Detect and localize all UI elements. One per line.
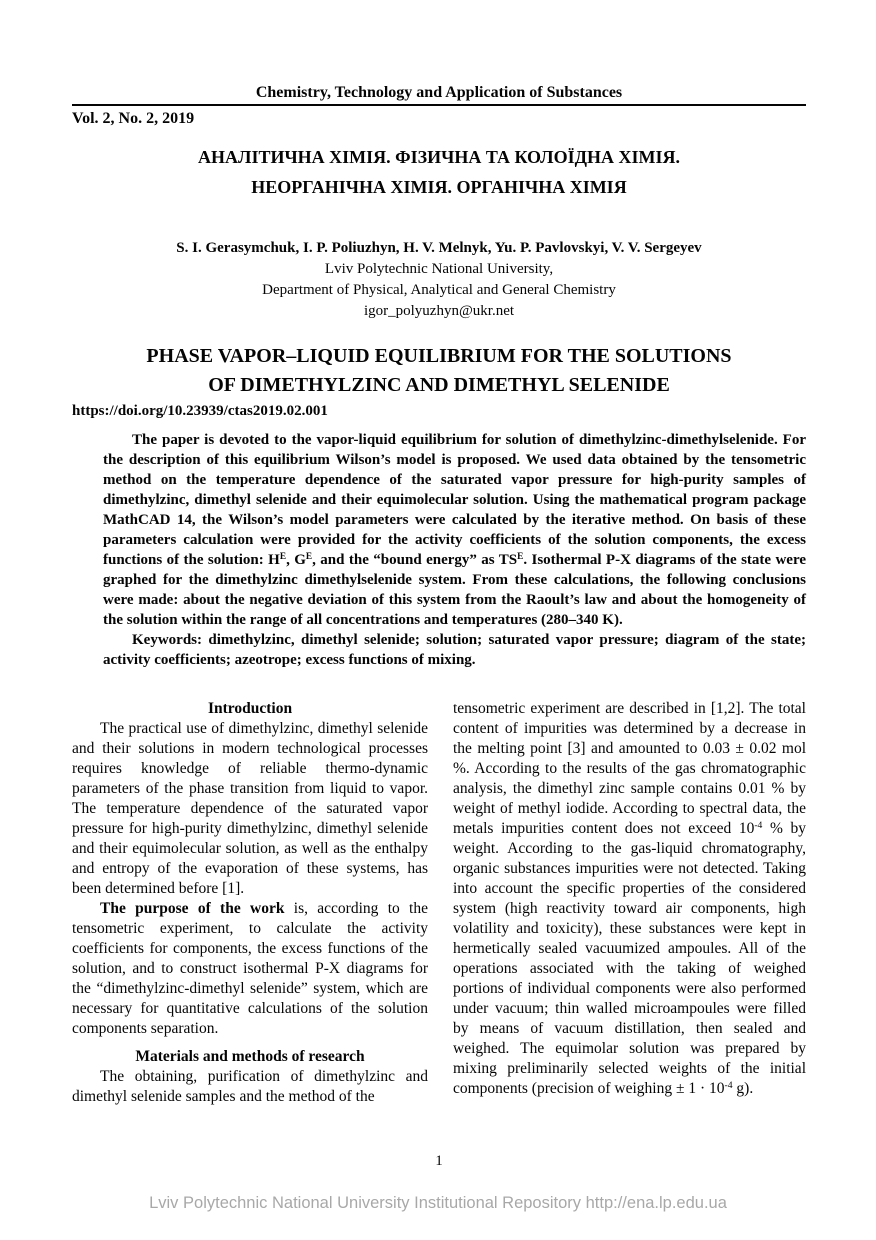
authors-line: S. I. Gerasymchuk, I. P. Poliuzhyn, H. V. Melnyk, Yu. P. Pavlovskyi, V. V. Sergeyev (176, 240, 702, 256)
methods-paragraph-right: tensometric experiment are described in [1,2]. The total content of impurities was determined by a decrease in the melting point [3] and amounted to 0.03 ± 0.02 mol %. According to the results of the gas chromatographic analysis, the dimethyl zinc sample contains 0.01 % by weight of methyl iodide. According to spectral data, the metals impurities content does not exceed $10^{-4}$ % by weight. According to the gas-liquid chromatography, organic substances impurities were not detected. Taking into account the specific properties of the considered system (high reactivity toward air components, high volatility and toxicity), these substances were kept in hermetically sealed vacuumized ampoules. All of the operations associated with the taking of weighed portions of individual components were also performed under vacuum; thin walled microampoules were filled by means of vacuum distillation, then sealed and weighed. The equimolar solution was prepared by mixing preliminarily selected weights of the initial components (precision of weighing ± $1 \cdot 10^{-4}$ g). (453, 700, 806, 1097)
affiliation-department: Department of Physical, Analytical and General Chemistry (262, 282, 616, 298)
volume-line: Vol. 2, No. 2, 2019 (72, 110, 195, 127)
article-title-line-1: PHASE VAPOR–LIQUID EQUILIBRIUM FOR THE SOLUTIONS (146, 345, 732, 367)
purpose-paragraph: The purpose of the work is, according to the tensometric experiment, to calculate the activity coefficients for components, the excess functions of the solution, and to construct isothermal P-X diagrams for the “dimethylzinc-dimethyl selenide” system, which are necessary for quantitative calculations of the solution components separation. (72, 900, 428, 1037)
journal-title: Chemistry, Technology and Application of Substances (255, 84, 623, 101)
section-title (72, 142, 806, 202)
methods-paragraph-left: The obtaining, purification of dimethylzinc and dimethyl selenide samples and the method of the (72, 1068, 428, 1105)
page-number: 1 (435, 1153, 443, 1169)
intro-heading: Introduction (207, 700, 293, 717)
article-title (72, 342, 806, 400)
left-column (72, 699, 428, 1107)
abstract-paragraph: The paper is devoted to the vapor-liquid equilibrium for solution of dimethylzinc-dimethylselenide. For the description of this equilibrium Wilson’s model is proposed. We used data obtained by the tensometric method on the temperature dependence of the saturated vapor pressure for high-purity samples of dimethylzinc, dimethyl selenide and their equimolecular solution. Using the mathematical program package MathCAD 14, the Wilson’s model parameters were calculated by the iterative method. On basis of these parameters calculation were provided for the activity coefficients of the solution components, the excess functions of the solution: $H^E$, $G^E$, and the “bound energy” as $TS^E$. Isothermal P-X diagrams of the state were graphed for the dimethylzinc dimethylselenide system. From these calculations, the following conclusions were made: about the negative deviation of this system from the Raoult’s law and about the homogeneity of the solution within the range of all concentrations and temperatures (280–340 K). (103, 432, 807, 628)
article-title-line-2: OF DIMETHYLZINC AND DIMETHYL SELENIDE (208, 374, 670, 396)
header-rule (72, 104, 806, 106)
author-email: igor_polyuzhyn@ukr.net (363, 303, 515, 319)
repository-footer: Lviv Polytechnic National University Institutional Repository http://ena.lp.edu.ua (149, 1194, 727, 1212)
abstract-block (103, 430, 806, 670)
right-column (453, 699, 806, 1107)
authors-block (72, 238, 806, 322)
section-title-line-2: НЕОРГАНІЧНА ХІМІЯ. ОРГАНІЧНА ХІМІЯ (251, 177, 627, 197)
section-title-line-1: АНАЛІТИЧНА ХІМІЯ. ФІЗИЧНА ТА КОЛОЇДНА ХІМІЯ. (198, 147, 680, 167)
intro-paragraph: The practical use of dimethylzinc, dimethyl selenide and their solutions in modern technological processes requires knowledge of reliable thermo-dynamic parameters of the phase transition from liquid to vapor. The temperature dependence of the saturated vapor pressure for high-purity dimethylzinc, dimethyl selenide and their equimolecular solution, as well as the enthalpy and entropy of the evaporation of these systems, has been determined before [1]. (72, 720, 428, 897)
body-columns (72, 699, 806, 1107)
methods-heading: Materials and methods of research (135, 1048, 365, 1065)
doi-line: https://doi.org/10.23939/ctas2019.02.001 (72, 403, 328, 419)
affiliation-university: Lviv Polytechnic National University, (324, 261, 554, 277)
keywords-paragraph: Keywords: dimethylzinc, dimethyl selenide; solution; saturated vapor pressure; diagram of the state; activity coefficients; azeotrope; excess functions of mixing. (103, 632, 806, 668)
